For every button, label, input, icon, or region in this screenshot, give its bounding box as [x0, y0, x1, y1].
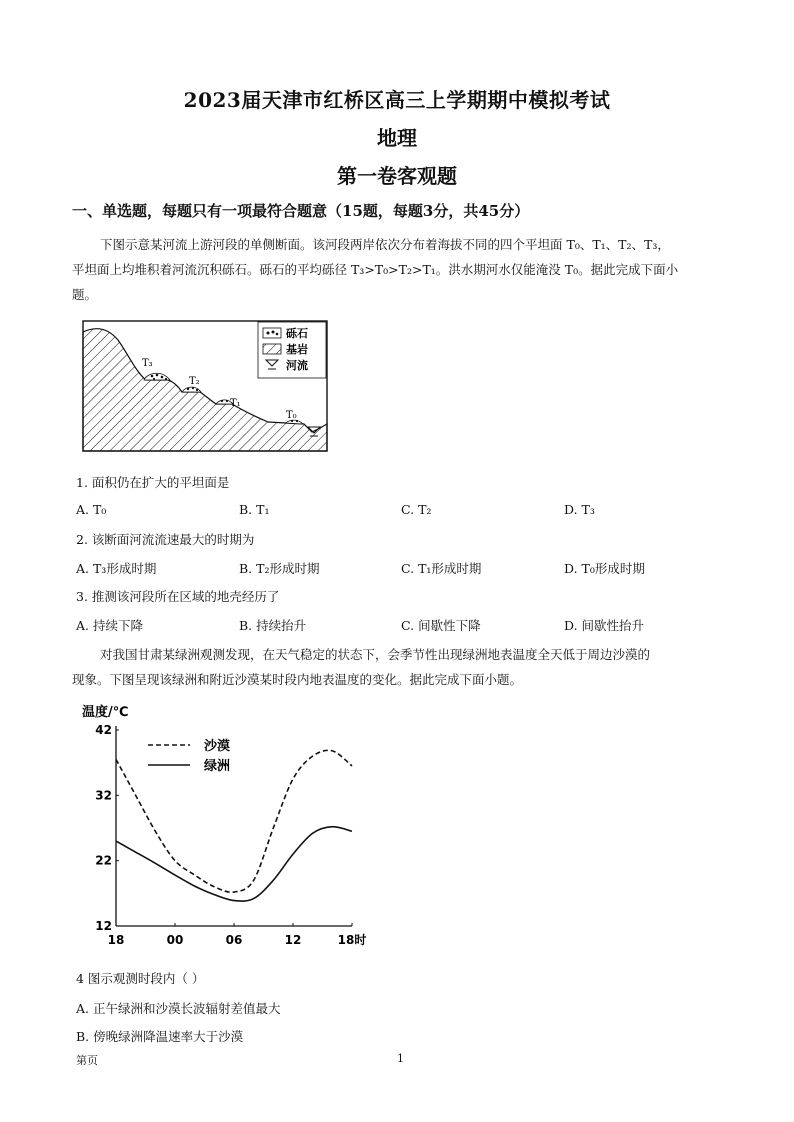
- terrace-label-t3: T₃: [142, 358, 153, 369]
- x-tick-label: 12: [284, 933, 302, 947]
- passage-1-line-3: 题。: [72, 287, 98, 302]
- legend-river-label: 河流: [286, 359, 308, 372]
- temperature-line-chart: [70, 700, 390, 960]
- y-tick-label: 12: [95, 919, 112, 933]
- passage-1: [72, 232, 722, 307]
- question-3-option-a[interactable]: A. 持续下降: [76, 618, 143, 633]
- y-tick-label: 32: [95, 788, 112, 803]
- terrace-label-t1: T₁: [230, 398, 241, 409]
- terrace-label-t2: T₂: [189, 376, 200, 387]
- legend-label-desert: 沙漠: [204, 739, 231, 754]
- terrace-label-t0: T₀: [286, 410, 297, 421]
- question-4-stem: 4 图示观测时段内（ ）: [76, 971, 205, 986]
- x-tick-label: 18时: [337, 933, 367, 947]
- passage-2-line-1: 对我国甘肃某绿洲观测发现，在天气稳定的状态下，会季节性出现绿洲地表温度全天低于周边沙漠的: [100, 647, 651, 662]
- question-2-option-c[interactable]: C. T₁形成时期: [401, 561, 482, 576]
- question-1-option-a[interactable]: A. T₀: [76, 502, 107, 517]
- passage-1-line-2: 平坦面上均堆积着河流沉积砾石。砾石的平均砾径 T₃>T₀>T₂>T₁。洪水期河水仅能淹没 T₀。据此完成下面小: [72, 262, 679, 277]
- x-tick-label: 06: [225, 933, 243, 947]
- y-tick-label: 42: [95, 723, 112, 737]
- legend-label-oasis: 绿洲: [204, 759, 231, 774]
- question-4-option-b[interactable]: B. 傍晚绿洲降温速率大于沙漠: [76, 1029, 244, 1044]
- y-axis-title: 温度/℃: [82, 705, 129, 720]
- question-1-option-b[interactable]: B. T₁: [239, 502, 270, 517]
- terrace-cross-section-figure: [82, 320, 328, 452]
- passage-2-line-2: 现象。下图呈现该绿洲和附近沙漠某时段内地表温度的变化。据此完成下面小题。: [72, 672, 523, 687]
- part-title: 第一卷客观题: [337, 164, 457, 188]
- series-line-desert: [116, 750, 352, 892]
- question-2-option-d[interactable]: D. T₀形成时期: [564, 561, 645, 576]
- section-heading: 一、单选题，每题只有一项最符合题意（15题，每题3分，共45分）: [72, 202, 530, 220]
- x-tick-label: 18: [107, 933, 125, 947]
- question-1-option-d[interactable]: D. T₃: [564, 502, 595, 517]
- question-2-stem: 2. 该断面河流流速最大的时期为: [76, 532, 255, 547]
- exam-title: 2023届天津市红桥区高三上学期期中模拟考试: [183, 88, 611, 112]
- question-3-option-c[interactable]: C. 间歇性下降: [401, 618, 481, 633]
- question-2-option-a[interactable]: A. T₃形成时期: [76, 561, 157, 576]
- page-number: 1: [397, 1052, 404, 1065]
- legend-bedrock-icon: [263, 344, 281, 354]
- passage-2: [72, 642, 722, 692]
- series-line-oasis: [116, 827, 352, 901]
- question-3-option-d[interactable]: D. 间歇性抬升: [564, 618, 645, 633]
- question-3-option-b[interactable]: B. 持续抬升: [239, 618, 307, 633]
- passage-1-line-1: 下图示意某河流上游河段的单侧断面。该河段两岸依次分布着海拔不同的四个平坦面 T₀、T₁、T₂、T₃，: [100, 237, 670, 252]
- question-4-option-a[interactable]: A. 正午绿洲和沙漠长波辐射差值最大: [76, 1001, 281, 1016]
- question-1-stem: 1. 面积仍在扩大的平坦面是: [76, 475, 230, 490]
- legend-bedrock-label: 基岩: [286, 343, 308, 356]
- question-1-option-c[interactable]: C. T₂: [401, 502, 432, 517]
- figure-legend: [258, 322, 326, 378]
- question-2-option-b[interactable]: B. T₂形成时期: [239, 561, 320, 576]
- y-tick-label: 22: [95, 853, 112, 868]
- legend-gravel-label: 砾石: [286, 327, 308, 340]
- x-tick-label: 00: [166, 933, 184, 947]
- footer-label: 第页: [76, 1054, 98, 1067]
- question-3-stem: 3. 推测该河段所在区域的地壳经历了: [76, 589, 280, 604]
- subject-title: 地理: [377, 126, 417, 150]
